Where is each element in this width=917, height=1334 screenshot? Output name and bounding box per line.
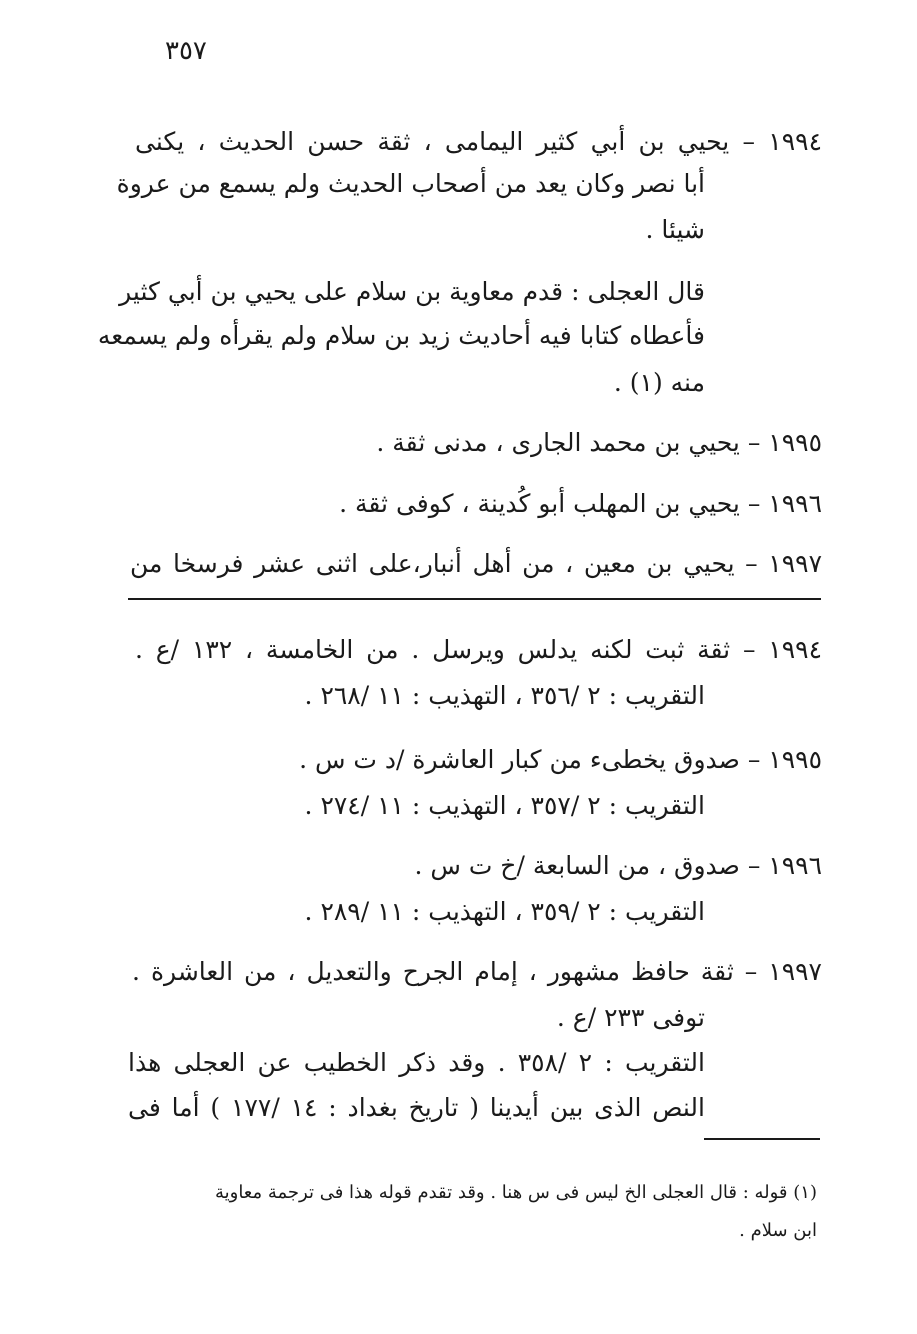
note-text: التقريب : ٢ /٣٥٦ ، التهذيب : ١١ /٢٦٨ . xyxy=(304,681,705,710)
note-text: ثقة ثبت لكنه يدلس ويرسل . من الخامسة ، ١٣٢ /ع . xyxy=(135,635,731,664)
note-1994-line-1: ١٩٩٤ – ثقة ثبت لكنه يدلس ويرسل . من الخامسة ، ١٣٢ /ع . xyxy=(135,635,822,664)
entry-1994-line-2 xyxy=(116,164,705,204)
footnote-text: (١) قوله : قال العجلى الخ ليس فى س هنا . وقد تقدم قوله هذا فى ترجمة معاوية xyxy=(214,1182,817,1203)
entry-1995-line-1: ١٩٩٥ – يحيي بن محمد الجارى ، مدنى ثقة . xyxy=(376,428,822,457)
note-number: ١٩٩٥ xyxy=(768,745,822,774)
entry-1994-line-1: ١٩٩٤ – يحيي بن أبي كثير اليمامى ، ثقة حسن الحديث ، يكنى xyxy=(135,127,822,156)
entry-text: يحيي بن أبي كثير اليمامى ، ثقة حسن الحديث ، يكنى xyxy=(135,127,730,156)
note-1997-line-4 xyxy=(128,1088,705,1128)
entry-text: يحيي بن معين ، من أهل أنبار،على اثنى عشر فرسخا من xyxy=(130,549,735,578)
footnote-line-2 xyxy=(739,1216,817,1246)
entry-text: يحيي بن محمد الجارى ، مدنى ثقة . xyxy=(376,428,740,457)
divider-footnote xyxy=(704,1138,820,1140)
note-text: ثقة حافظ مشهور ، إمام الجرح والتعديل ، من العاشرة . xyxy=(132,957,734,986)
note-1996-line-1: ١٩٩٦ – صدوق ، من السابعة /خ ت س . xyxy=(414,851,822,880)
quote-text: فأعطاه كتابا فيه أحاديث زيد بن سلام ولم يقرأه ولم يسمعه xyxy=(97,321,705,350)
note-text: صدوق ، من السابعة /خ ت س . xyxy=(414,851,740,880)
note-text: النص الذى بين أيدينا ( تاريخ بغداد : ١٤ /١٧٧ ) أما فى xyxy=(128,1093,705,1122)
entry-number: ١٩٩٦ xyxy=(768,489,822,518)
entry-1994-quote-line-2 xyxy=(97,316,705,356)
entry-1994-line-3 xyxy=(645,210,705,250)
note-1995-line-2 xyxy=(305,786,705,826)
entry-number: ١٩٩٥ xyxy=(768,428,822,457)
entry-text: أبا نصر وكان يعد من أصحاب الحديث ولم يسمع من عروة xyxy=(116,169,705,198)
footnote-line-1 xyxy=(215,1178,817,1208)
note-1994-line-2 xyxy=(305,676,705,716)
note-text: توفى ٢٣٣ /ع . xyxy=(556,1003,705,1032)
note-1997-line-1: ١٩٩٧ – ثقة حافظ مشهور ، إمام الجرح والتعديل ، من العاشرة . xyxy=(132,957,822,986)
quote-text: قال العجلى : قدم معاوية بن سلام على يحيي بن أبي كثير xyxy=(119,277,705,306)
entry-number: ١٩٩٧ xyxy=(768,549,822,578)
note-1996-line-2 xyxy=(305,892,705,932)
note-1997-line-3 xyxy=(128,1043,705,1083)
note-number: ١٩٩٧ xyxy=(768,957,822,986)
note-text: التقريب : ٢ /٣٥٩ ، التهذيب : ١١ /٢٨٩ . xyxy=(304,897,705,926)
entry-1994-quote-line-1 xyxy=(119,272,705,312)
entry-1997-line-1: ١٩٩٧ – يحيي بن معين ، من أهل أنبار،على اثنى عشر فرسخا من xyxy=(130,549,822,578)
divider-main xyxy=(128,598,821,600)
footnote-text: ابن سلام . xyxy=(739,1220,817,1241)
note-1997-line-2 xyxy=(557,998,705,1038)
note-number: ١٩٩٦ xyxy=(768,851,822,880)
entry-text: شيئا . xyxy=(645,215,705,244)
entry-1996-line-1: ١٩٩٦ – يحيي بن المهلب أبو كُدينة ، كوفى ثقة . xyxy=(339,489,822,518)
note-text: التقريب : ٢ /٣٥٨ . وقد ذكر الخطيب عن العجلى هذا xyxy=(128,1048,705,1077)
entry-number: ١٩٩٤ xyxy=(768,127,822,156)
entry-text: يحيي بن المهلب أبو كُدينة ، كوفى ثقة . xyxy=(339,489,740,518)
note-number: ١٩٩٤ xyxy=(768,635,822,664)
note-text: التقريب : ٢ /٣٥٧ ، التهذيب : ١١ /٢٧٤ . xyxy=(304,791,705,820)
entry-1994-quote-line-3 xyxy=(614,363,705,403)
note-text: صدوق يخطىء من كبار العاشرة /د ت س . xyxy=(299,745,740,774)
quote-text: منه (١) . xyxy=(613,368,705,397)
note-1995-line-1: ١٩٩٥ – صدوق يخطىء من كبار العاشرة /د ت س . xyxy=(299,745,822,774)
page-number: ٣٥٧ xyxy=(165,36,207,66)
